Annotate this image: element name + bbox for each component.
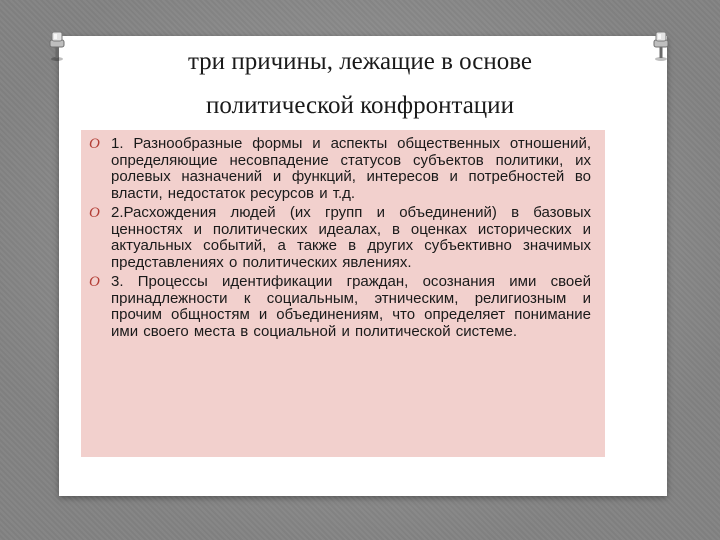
list-item: [89, 205, 591, 271]
pushpin-icon: [650, 30, 672, 62]
slide-title: [80, 40, 640, 128]
bullet-icon: O: [89, 274, 100, 290]
list-item-text: 1. Разнообразные формы и аспекты общественных отношений, определяющие несовпадение статусов субъектов политики, их ролевых назначений и функций, интересов и потребностей во власти, недостаток ресурсов и т.д.: [111, 135, 591, 202]
pushpin-icon: [46, 30, 68, 62]
list-item-text: 2.Расхождения людей (их групп и объединений) в базовых ценностях и политических идеалах, в оценках исторических и актуальных событий, а также в других субъективно значимых представлениях о политических явлениях.: [111, 204, 591, 271]
slide-title-line-2: политической конфронтации: [206, 92, 514, 119]
reasons-list: [89, 136, 591, 343]
bullet-icon: O: [89, 205, 100, 221]
list-item: [89, 136, 591, 202]
slide-title-line-1: три причины, лежащие в основе: [187, 48, 533, 75]
bullet-icon: O: [89, 136, 100, 152]
list-item: [89, 274, 591, 340]
list-item-text: 3. Процессы идентификации граждан, осознания ими своей принадлежности к социальным, этническим, религиозным и прочим общностям и объединениям, что определяет понимание ими своего места в социальной и политической системе.: [111, 273, 591, 340]
